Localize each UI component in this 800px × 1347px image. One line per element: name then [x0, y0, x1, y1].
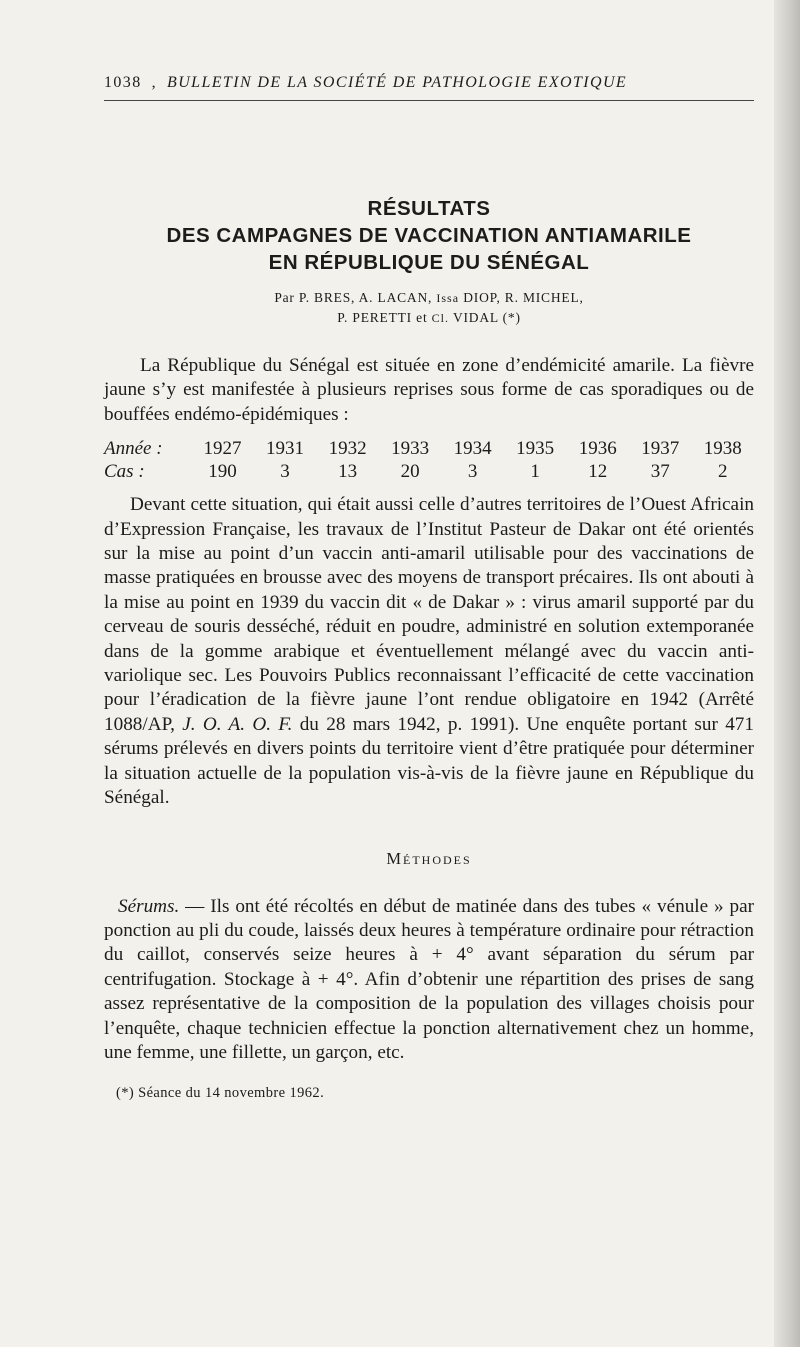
- years-row: [104, 437, 754, 460]
- case-cell: 13: [338, 461, 358, 483]
- authors-line-1: [104, 288, 754, 308]
- body-paragraph-2: [104, 493, 754, 810]
- title-line-3: EN RÉPUBLIQUE DU SÉNÉGAL: [268, 251, 590, 274]
- case-cell: 12: [588, 461, 608, 483]
- section-heading-methodes: Méthodes: [386, 848, 472, 868]
- year-cell: 1931: [266, 438, 305, 460]
- year-cell: 1935: [516, 438, 555, 460]
- para2-text-after: du 28 mars 1942, p. 1991). Une enquête portant sur 471 sérums prélevés en divers points du territoire vient d’être pratiquée pour déterminer la situation actuelle de la population vis-à-vis de la fièvre jaune en République du Sénégal.: [104, 713, 754, 809]
- para2-text-before: Devant cette situation, qui était aussi celle d’autres territoires de l’Ouest Africain d’Expression Française, les travaux de l’Institut Pasteur de Dakar ont été orientés sur la mise au point d’un vaccin anti-amaril utilisable pour des vaccinations de masse pratiquées en brousse avec des moyens de transport précaires. Ils ont abouti à la mise au point en 1939 du vaccin dit « de Dakar » : virus amaril supporté par du cerveau de souris desséché, réduit en poudre, administré en solution extemporanée dans de la gomme arabique et éventuellement mélangé avec du vaccin anti-variolique sec. Les Pouvoirs Publics reconnaissant l’efficacité de cette vaccination pour l’éradication de la fièvre jaune l’ont rendue obligatoire en 1942 (Arrêté 1088/AP,: [104, 494, 754, 735]
- years-label: Année :: [104, 438, 163, 460]
- para3-text: — Ils ont été récoltés en début de matinée dans des tubes « vénule » par ponction au pli du coude, laissés deux heures à température ordinaire pour rétraction du caillot, conservés seize heures à + 4° avant séparation du sérum par centrifugation. Stockage à + 4°. Afin d’obtenir une répartition des prises de sang assez représentative de la composition de la population des villages choisis pour l’enquête, chaque technicien effectue la ponction alternativement chez un homme, une femme, une fillette, un garçon, etc.: [104, 895, 754, 1063]
- authors-line-1-suffix: DIOP, R. MICHEL,: [459, 290, 584, 305]
- title-line-2: DES CAMPAGNES DE VACCINATION ANTIAMARILE: [166, 224, 692, 247]
- year-cell: 1932: [328, 438, 367, 460]
- authors-line-1-prefix: Par P. BRES, A. LACAN,: [274, 290, 437, 305]
- author-cl: Cl.: [431, 311, 450, 325]
- title-line-1: RÉSULTATS: [367, 197, 491, 220]
- intro-paragraph: La République du Sénégal est située en zone d’endémicité amarile. La fièvre jaune s’y est manifestée à plusieurs reprises sous forme de cas sporadiques ou de bouffées endémo-épidémiques :: [104, 355, 754, 425]
- case-cell: 3: [280, 461, 290, 483]
- journal-reference: J. O. A. O. F.: [182, 713, 293, 735]
- journal-title: BULLETIN DE LA SOCIÉTÉ DE PATHOLOGIE EXOTIQUE: [167, 74, 628, 91]
- cases-table: [104, 437, 754, 483]
- year-cell: 1934: [453, 438, 492, 460]
- body-paragraph-3: [104, 895, 754, 1066]
- page-edge-shadow: [774, 0, 800, 1347]
- year-cell: 1927: [203, 438, 242, 460]
- serums-term: Sérums.: [118, 895, 180, 917]
- case-cell: 37: [650, 461, 670, 483]
- author-issa: Issa: [436, 291, 460, 305]
- year-cell: 1933: [391, 438, 430, 460]
- running-header: [104, 74, 754, 101]
- case-cell: 2: [718, 461, 728, 483]
- case-cell: 3: [467, 461, 478, 483]
- header-separator: ,: [151, 74, 158, 91]
- footnote: (*) Séance du 14 novembre 1962.: [116, 1085, 325, 1102]
- cases-label: Cas :: [104, 461, 145, 483]
- authors-line-2-suffix: VIDAL (*): [449, 310, 521, 325]
- cases-row: [104, 460, 754, 483]
- year-cell: 1938: [703, 438, 742, 460]
- document-page: [104, 74, 754, 1102]
- authors-block: [104, 288, 754, 328]
- case-cell: 20: [400, 461, 420, 483]
- authors-line-2-prefix: P. PERETTI et: [337, 310, 432, 325]
- case-cell: 190: [208, 461, 237, 483]
- case-cell: 1: [530, 461, 540, 483]
- year-cell: 1936: [578, 438, 617, 460]
- page-number: 1038: [104, 74, 142, 91]
- authors-line-2: [104, 308, 754, 328]
- year-cell: 1937: [641, 438, 680, 460]
- article-title: [104, 195, 754, 276]
